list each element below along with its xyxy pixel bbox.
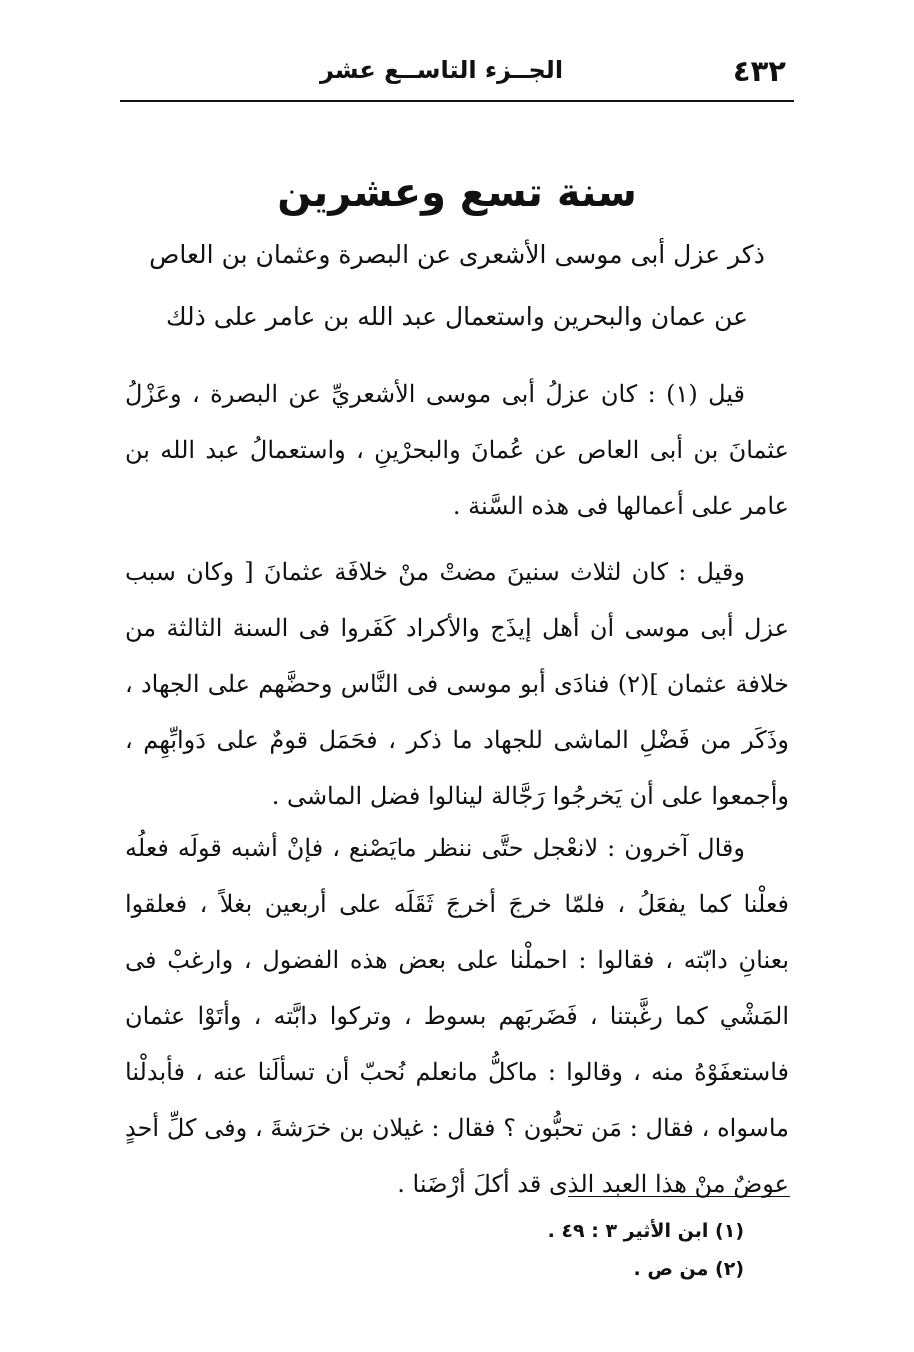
footnotes <box>125 1212 744 1288</box>
body-paragraph-2: وقيل : كان لثلاث سنينَ مضتْ منْ خلافَة عثمانَ [ وكان سبب عزل أبى موسى أن أهل إيذَج والأكراد كَفَروا فى السنة الثالثة من خلافة عثمان ](٢) فنادَى أبو موسى فى النَّاس وحضَّهم على الجهاد ، وذَكَر من فَضْلِ الماشى للجهاد ما ذكر ، فحَمَل قومٌ على دَوابِّهِم ، وأجمعوا على أن يَخرجُوا رَجَّالة لينالوا فضل الماشى . <box>125 558 789 810</box>
footnote-1: (١) ابن الأثير ٣ : ٤٩ . <box>547 1220 744 1242</box>
running-head <box>120 52 794 102</box>
footnote-rule <box>568 1196 790 1197</box>
section-subtitle-line-2: عن عمان والبحرين واستعمال عبد الله بن عامر على ذلك <box>165 302 749 331</box>
year-heading: سنة تسع وعشرين <box>277 170 637 216</box>
body-paragraph-1: قيل (١) : كان عزلُ أبى موسى الأشعريِّ عن البصرة ، وعَزْلُ عثمانَ بن أبى العاص عن عُمانَ والبحرْينِ ، واستعمالُ عبد الله بن عامر على أعمالها فى هذه السَّنة . <box>125 380 789 520</box>
running-title: الجــزء التاســع عشر <box>320 56 564 84</box>
header-rule <box>120 100 794 102</box>
section-subtitle-line-1: ذكر عزل أبى موسى الأشعرى عن البصرة وعثمان بن العاص <box>149 240 765 269</box>
page-number: ٤٣٢ <box>732 54 786 88</box>
footnote-2: (٢) من ص . <box>633 1258 744 1280</box>
body-paragraph-3: وقال آخرون : لانعْجل حتَّى ننظر مايَصْنع ، فإنْ أشبه قولَه فعلُه فعلْنا كما يفعَلُ ، فلمّا خرجَ أخرجَ ثَقَلَه على أربعين بغلاً ، فعلقوا بعنانِ دابّته ، فقالوا : احملْنا على بعض هذه الفضول ، وارغبْ فى المَشْي كما رغَّبتنا ، فَضَربَهم بسوط ، وتركوا دابَّته ، وأتَوْا عثمان فاستعفَوْهُ منه ، وقالوا : ماكلُّ مانعلم نُحبّ أن تسألَنا عنه ، فأبدلْنا ماسواه ، فقال : مَن تحبُّون ؟ فقال : غيلان بن خرَشةَ ، وفى كلِّ أحدٍ عوضٌ منْ هذا العبد الذى قد أكلَ أرْضَنا . <box>125 834 789 1198</box>
